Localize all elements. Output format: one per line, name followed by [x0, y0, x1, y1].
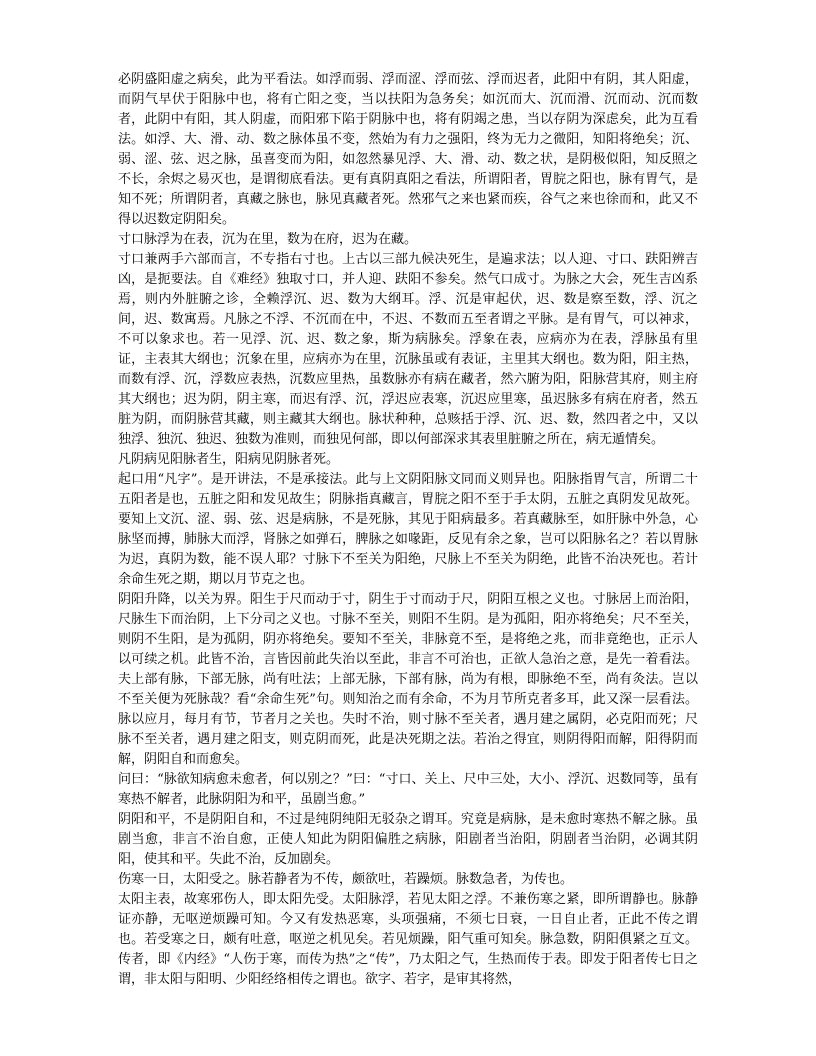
document-page — [118, 70, 698, 990]
paragraph-6: 阴阳升降，以关为界。阳生于尺而动于寸，阴生于寸而动于尺，阴阳互根之义也。寸脉居上而治阳，尺脉生下而治阴，上下分司之义也。寸脉不至关，则阳不生阴。是为孤阳，阳亦将绝矣；尺不至关，则阴不生阳，是为孤阴，阴亦将绝矣。要知不至关，非脉竟不至，是将绝之兆，而非竟绝也，正示人以可续之机。此皆不治，言皆因前此失治以至此，非言不可治也，正欲人急治之意，是先一着看法。夫上部有脉，下部无脉，尚有吐法；上部无脉，下部有脉，尚为有根，即脉绝不至，尚有灸法。岂以不至关便为死脉哉？看“余命生死”句。则知治之而有余命，不为月节所克者多耳，此又深一层看法。脉以应月，每月有节，节者月之关也。失时不治，则寸脉不至关者，遇月建之属阴，必克阳而死；尺脉不至关者，遇月建之阳支，则克阴而死，此是决死期之法。若治之得宜，则阴得阳而解，阳得阴而解，阴阳自和而愈矣。 — [118, 592, 698, 767]
paragraph-5: 起口用“凡字”。是开讲法，不是承接法。此与上文阴阳脉文同而义则异也。阳脉指胃气言，所谓二十五阳者是也，五脏之阳和发见故生；阴脉指真藏言，胃脘之阳不至于手太阴，五脏之真阴发见故死。要知上文沉、涩、弱、弦、迟是病脉，不是死脉，其见于阳病最多。若真藏脉至，如肝脉中外急，心脉坚而搏，肺脉大而浮，肾脉之如弹石，脾脉之如喙距，反见有余之象，岂可以阳脉名之？若以胃脉为迟，真阴为数，能不误人耶？寸脉下不至关为阳绝，尺脉上不至关为阴绝，此皆不治决死也。若计余命生死之期，期以月节克之也。 — [118, 472, 698, 587]
paragraph-9: 伤寒一日，太阳受之。脉若静者为不传，颇欲吐，若躁烦。脉数急者，为传也。 — [118, 872, 574, 887]
paragraph-10: 太阳主表，故寒邪伤人，即太阳先受。太阳脉浮，若见太阳之浮。不兼伤寒之紧，即所谓静也。脉静证亦静，无呕逆烦躁可知。今又有发热恶寒，头项强痛，不须七日衰，一日自止者，正此不传之谓也。若受寒之日，颇有吐意，呕逆之机见矣。若见烦躁，阳气重可知矣。脉急数，阴阳俱紧之互文。传者，即《内经》“人伤于寒，而传为热”之“传”，乃太阳之气，生热而传于表。即发于阳者传七日之谓，非太阳与阳明、少阳经络相传之谓也。欲字、若字，是审其将然， — [118, 892, 698, 987]
paragraph-3: 寸口兼两手六部而言，不专指右寸也。上古以三部九候决死生，是遍求法；以人迎、寸口、趺阳辨吉凶，是扼要法。自《难经》独取寸口，并人迎、趺阳不参矣。然气口成寸。为脉之大会，死生吉凶系焉，则内外脏腑之诊，全赖浮沉、迟、数为大纲耳。浮、沉是审起伏，迟、数是察至数，浮、沉之间，迟、数寓焉。凡脉之不浮、不沉而在中，不迟、不数而五至者谓之平脉。是有胃气，可以神求，不可以象求也。若一见浮、沉、迟、数之象，斯为病脉矣。浮象在表，应病亦为在表，浮脉虽有里证，主表其大纲也；沉象在里，应病亦为在里，沉脉虽或有表证，主里其大纲也。数为阳，阳主热，而数有浮、沉，浮数应表热，沉数应里热，虽数脉亦有病在藏者，然六腑为阳，阳脉营其府，则主府其大纲也；迟为阴，阴主寒，而迟有浮、沉，浮迟应表寒，沉迟应里寒，虽迟脉多有病在府者，然五脏为阴，而阴脉营其藏，则主藏其大纲也。脉状种种，总赅括于浮、沉、迟、数，然四者之中，又以独浮、独沉、独迟、独数为准则，而独见何部，即以何部深求其表里脏腑之所在，病无遁情矣。 — [118, 252, 698, 447]
paragraph-1: 必阴盛阳虚之病矣，此为平看法。如浮而弱、浮而涩、浮而弦、浮而迟者，此阳中有阴，其人阳虚，而阴气早伏于阳脉中也，将有亡阳之变，当以扶阳为急务矣；如沉而大、沉而滑、沉而动、沉而数者，此阴中有阳，其人阴虚，而阳邪下陷于阴脉中也，将有阴竭之患，当以存阴为深虑矣，此为互看法。如浮、大、滑、动、数之脉体虽不变，然始为有力之强阳，终为无力之微阳，知阳将绝矣；沉、弱、涩、弦、迟之脉，虽喜变而为阳，如忽然暴见浮、大、滑、动、数之状，是阴极似阳，知反照之不长，余烬之易灭也，是谓彻底看法。更有真阴真阳之看法，所谓阳者，胃脘之阳也，脉有胃气，是知不死；所谓阴者，真藏之脉也，脉见真藏者死。然邪气之来也紧而疾，谷气之来也徐而和，此又不得以迟数定阴阳矣。 — [118, 72, 698, 227]
paragraph-7: 问曰：“脉欲知病愈未愈者，何以别之？”曰：“寸口、关上、尺中三处，大小、浮沉、迟数同等，虽有寒热不解者，此脉阴阳为和平，虽剧当愈。” — [118, 772, 698, 807]
paragraph-4: 凡阴病见阳脉者生，阳病见阴脉者死。 — [118, 452, 340, 467]
paragraph-8: 阴阳和平，不是阴阳自和，不过是纯阴纯阳无驳杂之谓耳。究竟是病脉，是未愈时寒热不解之脉。虽剧当愈，非言不治自愈，正使人知此为阴阳偏胜之病脉，阳剧者当治阳，阴剧者当治阴，必调其阴阳，使其和平。失此不治，反加剧矣。 — [118, 812, 698, 867]
paragraph-2: 寸口脉浮为在表，沉为在里，数为在府，迟为在藏。 — [118, 232, 418, 247]
